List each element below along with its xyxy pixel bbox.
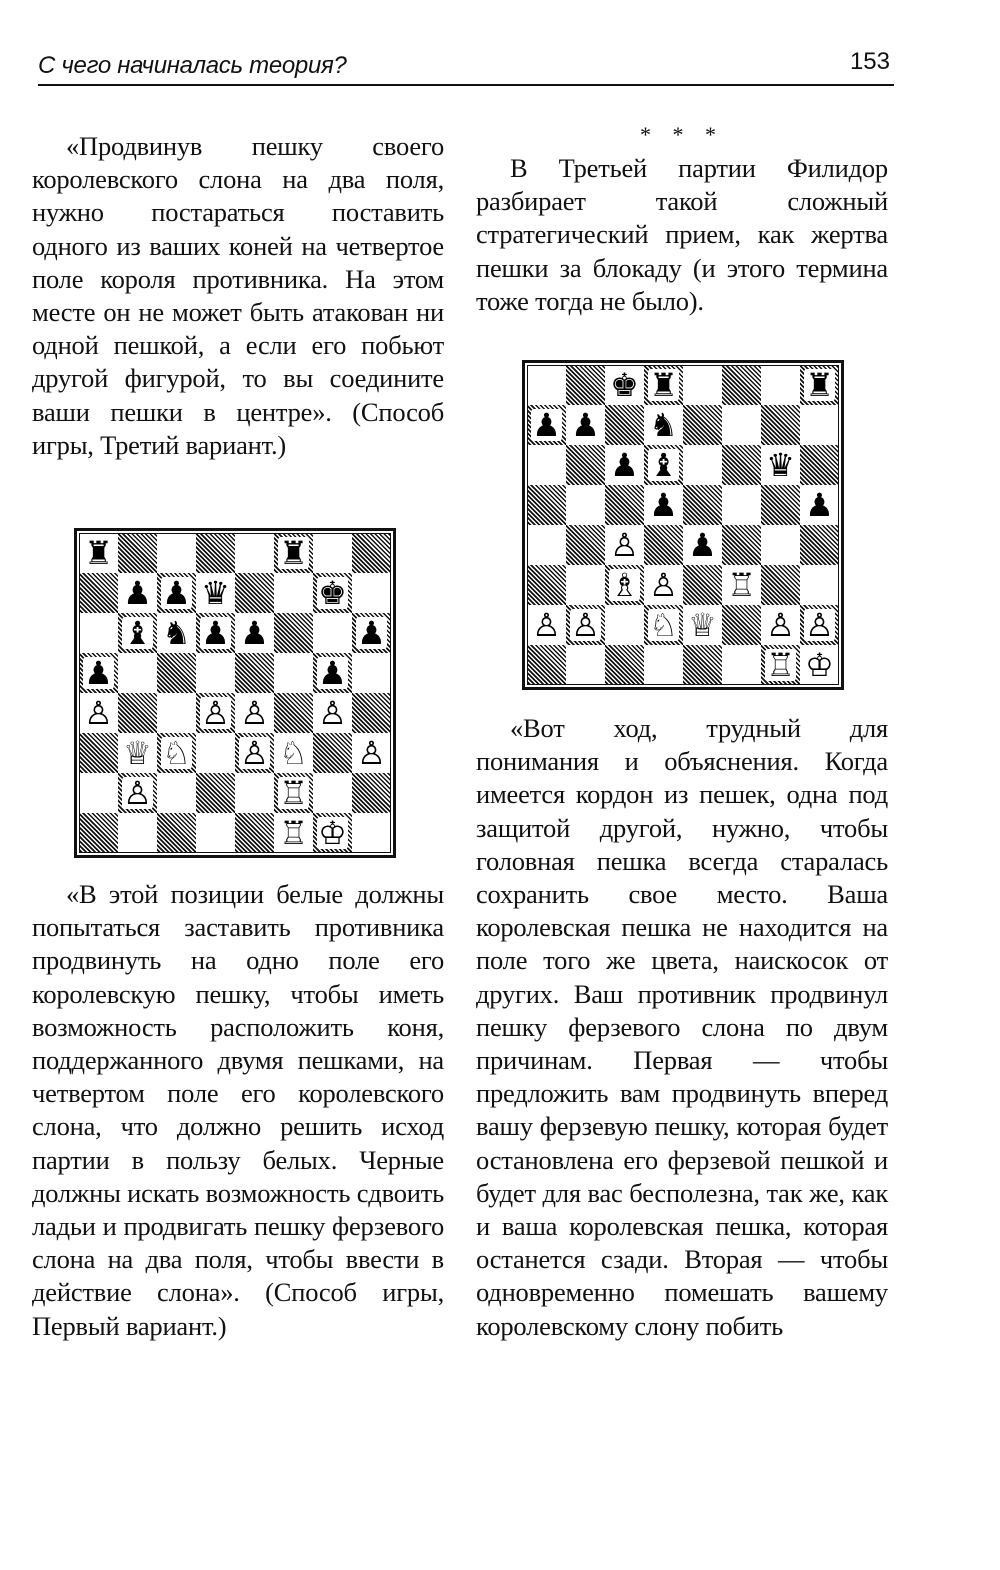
square-g6	[761, 445, 800, 485]
white-pawn-icon: ♙	[357, 734, 386, 772]
square-e6	[683, 445, 722, 485]
square-e3	[235, 733, 274, 773]
square-f1	[722, 645, 761, 685]
black-pawn-icon: ♟	[357, 614, 386, 652]
square-c6	[605, 445, 644, 485]
square-b1	[118, 813, 157, 853]
square-h8	[800, 365, 839, 405]
square-f8	[274, 533, 313, 573]
square-e8	[235, 533, 274, 573]
square-b5	[566, 485, 605, 525]
square-d4	[196, 693, 235, 733]
white-knight-icon: ♘	[162, 734, 191, 772]
square-g7	[313, 573, 352, 613]
white-queen-icon: ♕	[688, 606, 717, 644]
black-rook-icon: ♜	[279, 534, 308, 572]
square-h5	[800, 485, 839, 525]
right-column-text-1	[476, 122, 888, 318]
square-b2	[566, 605, 605, 645]
white-king-icon: ♔	[805, 646, 834, 684]
right-paragraph-1: В Третьей партии Филидор разбирает такой сложный стратегический прием, как жертва пешки за блокаду (и этого термина тоже тогда не было).	[476, 153, 888, 316]
black-rook-icon: ♜	[84, 534, 113, 572]
white-rook-icon: ♖	[279, 774, 308, 812]
square-a7	[527, 405, 566, 445]
square-h7	[800, 405, 839, 445]
square-a2	[79, 773, 118, 813]
left-paragraph-2: «В этой позиции белые должны попытаться заставить противника продвинуть на одно поле его королевскую пешку, чтобы иметь возможность расположить коня, поддержанного двумя пешками, на четвертом поле его королевского слона, что должно решить исход партии в пользу белых. Черные должны искать возможность сдвоить ладьи и продвигать пешку ферзевого слона на два поля, чтобы ввести в действие слона». (Способ игры, Первый вариант.)	[32, 879, 444, 1341]
white-pawn-icon: ♙	[123, 774, 152, 812]
square-a4	[79, 693, 118, 733]
white-pawn-icon: ♙	[649, 566, 678, 604]
black-pawn-icon: ♟	[532, 406, 561, 444]
chessboard-1	[79, 533, 391, 853]
square-f8	[722, 365, 761, 405]
white-bishop-icon: ♗	[610, 566, 639, 604]
white-pawn-icon: ♙	[805, 606, 834, 644]
square-b5	[118, 653, 157, 693]
black-pawn-icon: ♟	[649, 486, 678, 524]
square-c1	[605, 645, 644, 685]
square-c4	[157, 693, 196, 733]
black-pawn-icon: ♟	[318, 654, 347, 692]
square-b8	[118, 533, 157, 573]
square-b7	[566, 405, 605, 445]
black-pawn-icon: ♟	[610, 446, 639, 484]
square-d7	[644, 405, 683, 445]
square-a4	[527, 525, 566, 565]
white-rook-icon: ♖	[279, 814, 308, 852]
square-c4	[605, 525, 644, 565]
square-c2	[157, 773, 196, 813]
square-f2	[722, 605, 761, 645]
black-rook-icon: ♜	[649, 366, 678, 404]
chess-diagram-1	[74, 528, 396, 858]
square-f6	[722, 445, 761, 485]
white-pawn-icon: ♙	[201, 694, 230, 732]
white-pawn-icon: ♙	[240, 734, 269, 772]
square-h8	[352, 533, 391, 573]
square-h4	[352, 693, 391, 733]
square-g4	[761, 525, 800, 565]
square-d3	[196, 733, 235, 773]
square-h2	[800, 605, 839, 645]
square-h3	[800, 565, 839, 605]
white-pawn-icon: ♙	[318, 694, 347, 732]
running-title: С чего начиналась теория?	[38, 52, 347, 79]
square-h4	[800, 525, 839, 565]
square-a3	[79, 733, 118, 773]
white-pawn-icon: ♙	[240, 694, 269, 732]
page-header	[38, 44, 894, 86]
square-b2	[118, 773, 157, 813]
white-king-icon: ♔	[318, 814, 347, 852]
square-g1	[313, 813, 352, 853]
white-pawn-icon: ♙	[84, 694, 113, 732]
square-g2	[761, 605, 800, 645]
square-d8	[196, 533, 235, 573]
square-b3	[118, 733, 157, 773]
square-e4	[235, 693, 274, 733]
black-king-icon: ♚	[610, 366, 639, 404]
square-h3	[352, 733, 391, 773]
square-f4	[722, 525, 761, 565]
square-c8	[157, 533, 196, 573]
square-a1	[79, 813, 118, 853]
black-knight-icon: ♞	[649, 406, 678, 444]
square-d6	[644, 445, 683, 485]
black-pawn-icon: ♟	[688, 526, 717, 564]
square-b8	[566, 365, 605, 405]
black-pawn-icon: ♟	[571, 406, 600, 444]
square-b7	[118, 573, 157, 613]
white-pawn-icon: ♙	[766, 606, 795, 644]
square-d2	[196, 773, 235, 813]
square-f4	[274, 693, 313, 733]
square-e3	[683, 565, 722, 605]
square-e2	[235, 773, 274, 813]
square-h5	[352, 653, 391, 693]
black-queen-icon: ♛	[766, 446, 795, 484]
page-number: 153	[849, 48, 890, 75]
square-g5	[761, 485, 800, 525]
square-a8	[79, 533, 118, 573]
square-f6	[274, 613, 313, 653]
square-g6	[313, 613, 352, 653]
black-king-icon: ♚	[318, 574, 347, 612]
square-f7	[274, 573, 313, 613]
square-b3	[566, 565, 605, 605]
black-pawn-icon: ♟	[162, 574, 191, 612]
white-rook-icon: ♖	[727, 566, 756, 604]
square-g8	[761, 365, 800, 405]
black-pawn-icon: ♟	[84, 654, 113, 692]
square-a5	[527, 485, 566, 525]
chessboard-2	[527, 365, 839, 685]
square-g2	[313, 773, 352, 813]
square-b6	[118, 613, 157, 653]
square-d7	[196, 573, 235, 613]
square-f7	[722, 405, 761, 445]
square-a2	[527, 605, 566, 645]
square-c7	[605, 405, 644, 445]
left-column-text-1	[32, 130, 444, 462]
square-g1	[761, 645, 800, 685]
square-a8	[527, 365, 566, 405]
square-e7	[683, 405, 722, 445]
black-rook-icon: ♜	[805, 366, 834, 404]
square-e4	[683, 525, 722, 565]
black-knight-icon: ♞	[162, 614, 191, 652]
white-knight-icon: ♘	[279, 734, 308, 772]
square-e1	[683, 645, 722, 685]
left-column-text-2	[32, 878, 444, 1343]
square-c6	[157, 613, 196, 653]
black-pawn-icon: ♟	[240, 614, 269, 652]
square-e2	[683, 605, 722, 645]
black-bishop-icon: ♝	[649, 446, 678, 484]
section-separator: * * *	[640, 122, 724, 147]
square-f3	[722, 565, 761, 605]
square-h7	[352, 573, 391, 613]
square-a5	[79, 653, 118, 693]
square-a6	[79, 613, 118, 653]
square-a7	[79, 573, 118, 613]
black-queen-icon: ♛	[201, 574, 230, 612]
white-rook-icon: ♖	[766, 646, 795, 684]
square-c1	[157, 813, 196, 853]
square-a3	[527, 565, 566, 605]
square-e8	[683, 365, 722, 405]
square-a1	[527, 645, 566, 685]
square-e5	[235, 653, 274, 693]
white-knight-icon: ♘	[649, 606, 678, 644]
square-c3	[157, 733, 196, 773]
square-g8	[313, 533, 352, 573]
chess-diagram-2	[522, 360, 844, 690]
square-d8	[644, 365, 683, 405]
square-d1	[644, 645, 683, 685]
square-c8	[605, 365, 644, 405]
square-d4	[644, 525, 683, 565]
square-g5	[313, 653, 352, 693]
square-f3	[274, 733, 313, 773]
square-h2	[352, 773, 391, 813]
square-h6	[800, 445, 839, 485]
square-h1	[352, 813, 391, 853]
square-c5	[157, 653, 196, 693]
white-pawn-icon: ♙	[571, 606, 600, 644]
square-f5	[722, 485, 761, 525]
white-queen-icon: ♕	[123, 734, 152, 772]
square-e7	[235, 573, 274, 613]
left-paragraph-1: «Продвинув пешку своего королевского слона на два поля, нужно постараться поставить одного из ваших коней на четвертое поле короля противника. На этом месте он не может быть атакован ни одной пешкой, а если его побьют другой фигурой, то вы соедините ваши пешки в центре». (Способ игры, Третий вариант.)	[32, 131, 444, 460]
black-pawn-icon: ♟	[201, 614, 230, 652]
square-c7	[157, 573, 196, 613]
square-h1	[800, 645, 839, 685]
square-f2	[274, 773, 313, 813]
square-d3	[644, 565, 683, 605]
square-a6	[527, 445, 566, 485]
black-pawn-icon: ♟	[123, 574, 152, 612]
square-b4	[566, 525, 605, 565]
square-g3	[761, 565, 800, 605]
square-g4	[313, 693, 352, 733]
square-c5	[605, 485, 644, 525]
right-paragraph-2: «Вот ход, трудный для понимания и объяснения. Когда имеется кордон из пешек, одна под защитой другой, нужно, чтобы головная пешка всегда старалась сохранить свое место. Ваша королевская пешка не находится на поле того же цвета, наискосок от других. Ваш противник продвинул пешку ферзевого слона по двум причинам. Первая — чтобы предложить вам продвинуть вперед вашу ферзевую пешку, которая будет остановлена его ферзевой пешкой и будет для вас бесполезна, так же, как и ваша королевская пешка, которая останется сзади. Вторая — чтобы одновременно помешать вашему королевскому слону побить	[476, 713, 888, 1341]
square-c3	[605, 565, 644, 605]
square-d5	[196, 653, 235, 693]
square-g7	[761, 405, 800, 445]
square-b1	[566, 645, 605, 685]
white-pawn-icon: ♙	[532, 606, 561, 644]
square-e5	[683, 485, 722, 525]
square-g3	[313, 733, 352, 773]
square-e1	[235, 813, 274, 853]
white-pawn-icon: ♙	[610, 526, 639, 564]
square-d6	[196, 613, 235, 653]
black-pawn-icon: ♟	[805, 486, 834, 524]
right-column-text-2	[476, 712, 888, 1343]
square-b6	[566, 445, 605, 485]
square-d1	[196, 813, 235, 853]
square-f5	[274, 653, 313, 693]
square-d2	[644, 605, 683, 645]
square-f1	[274, 813, 313, 853]
square-e6	[235, 613, 274, 653]
square-d5	[644, 485, 683, 525]
black-bishop-icon: ♝	[123, 614, 152, 652]
square-b4	[118, 693, 157, 733]
square-h6	[352, 613, 391, 653]
square-c2	[605, 605, 644, 645]
